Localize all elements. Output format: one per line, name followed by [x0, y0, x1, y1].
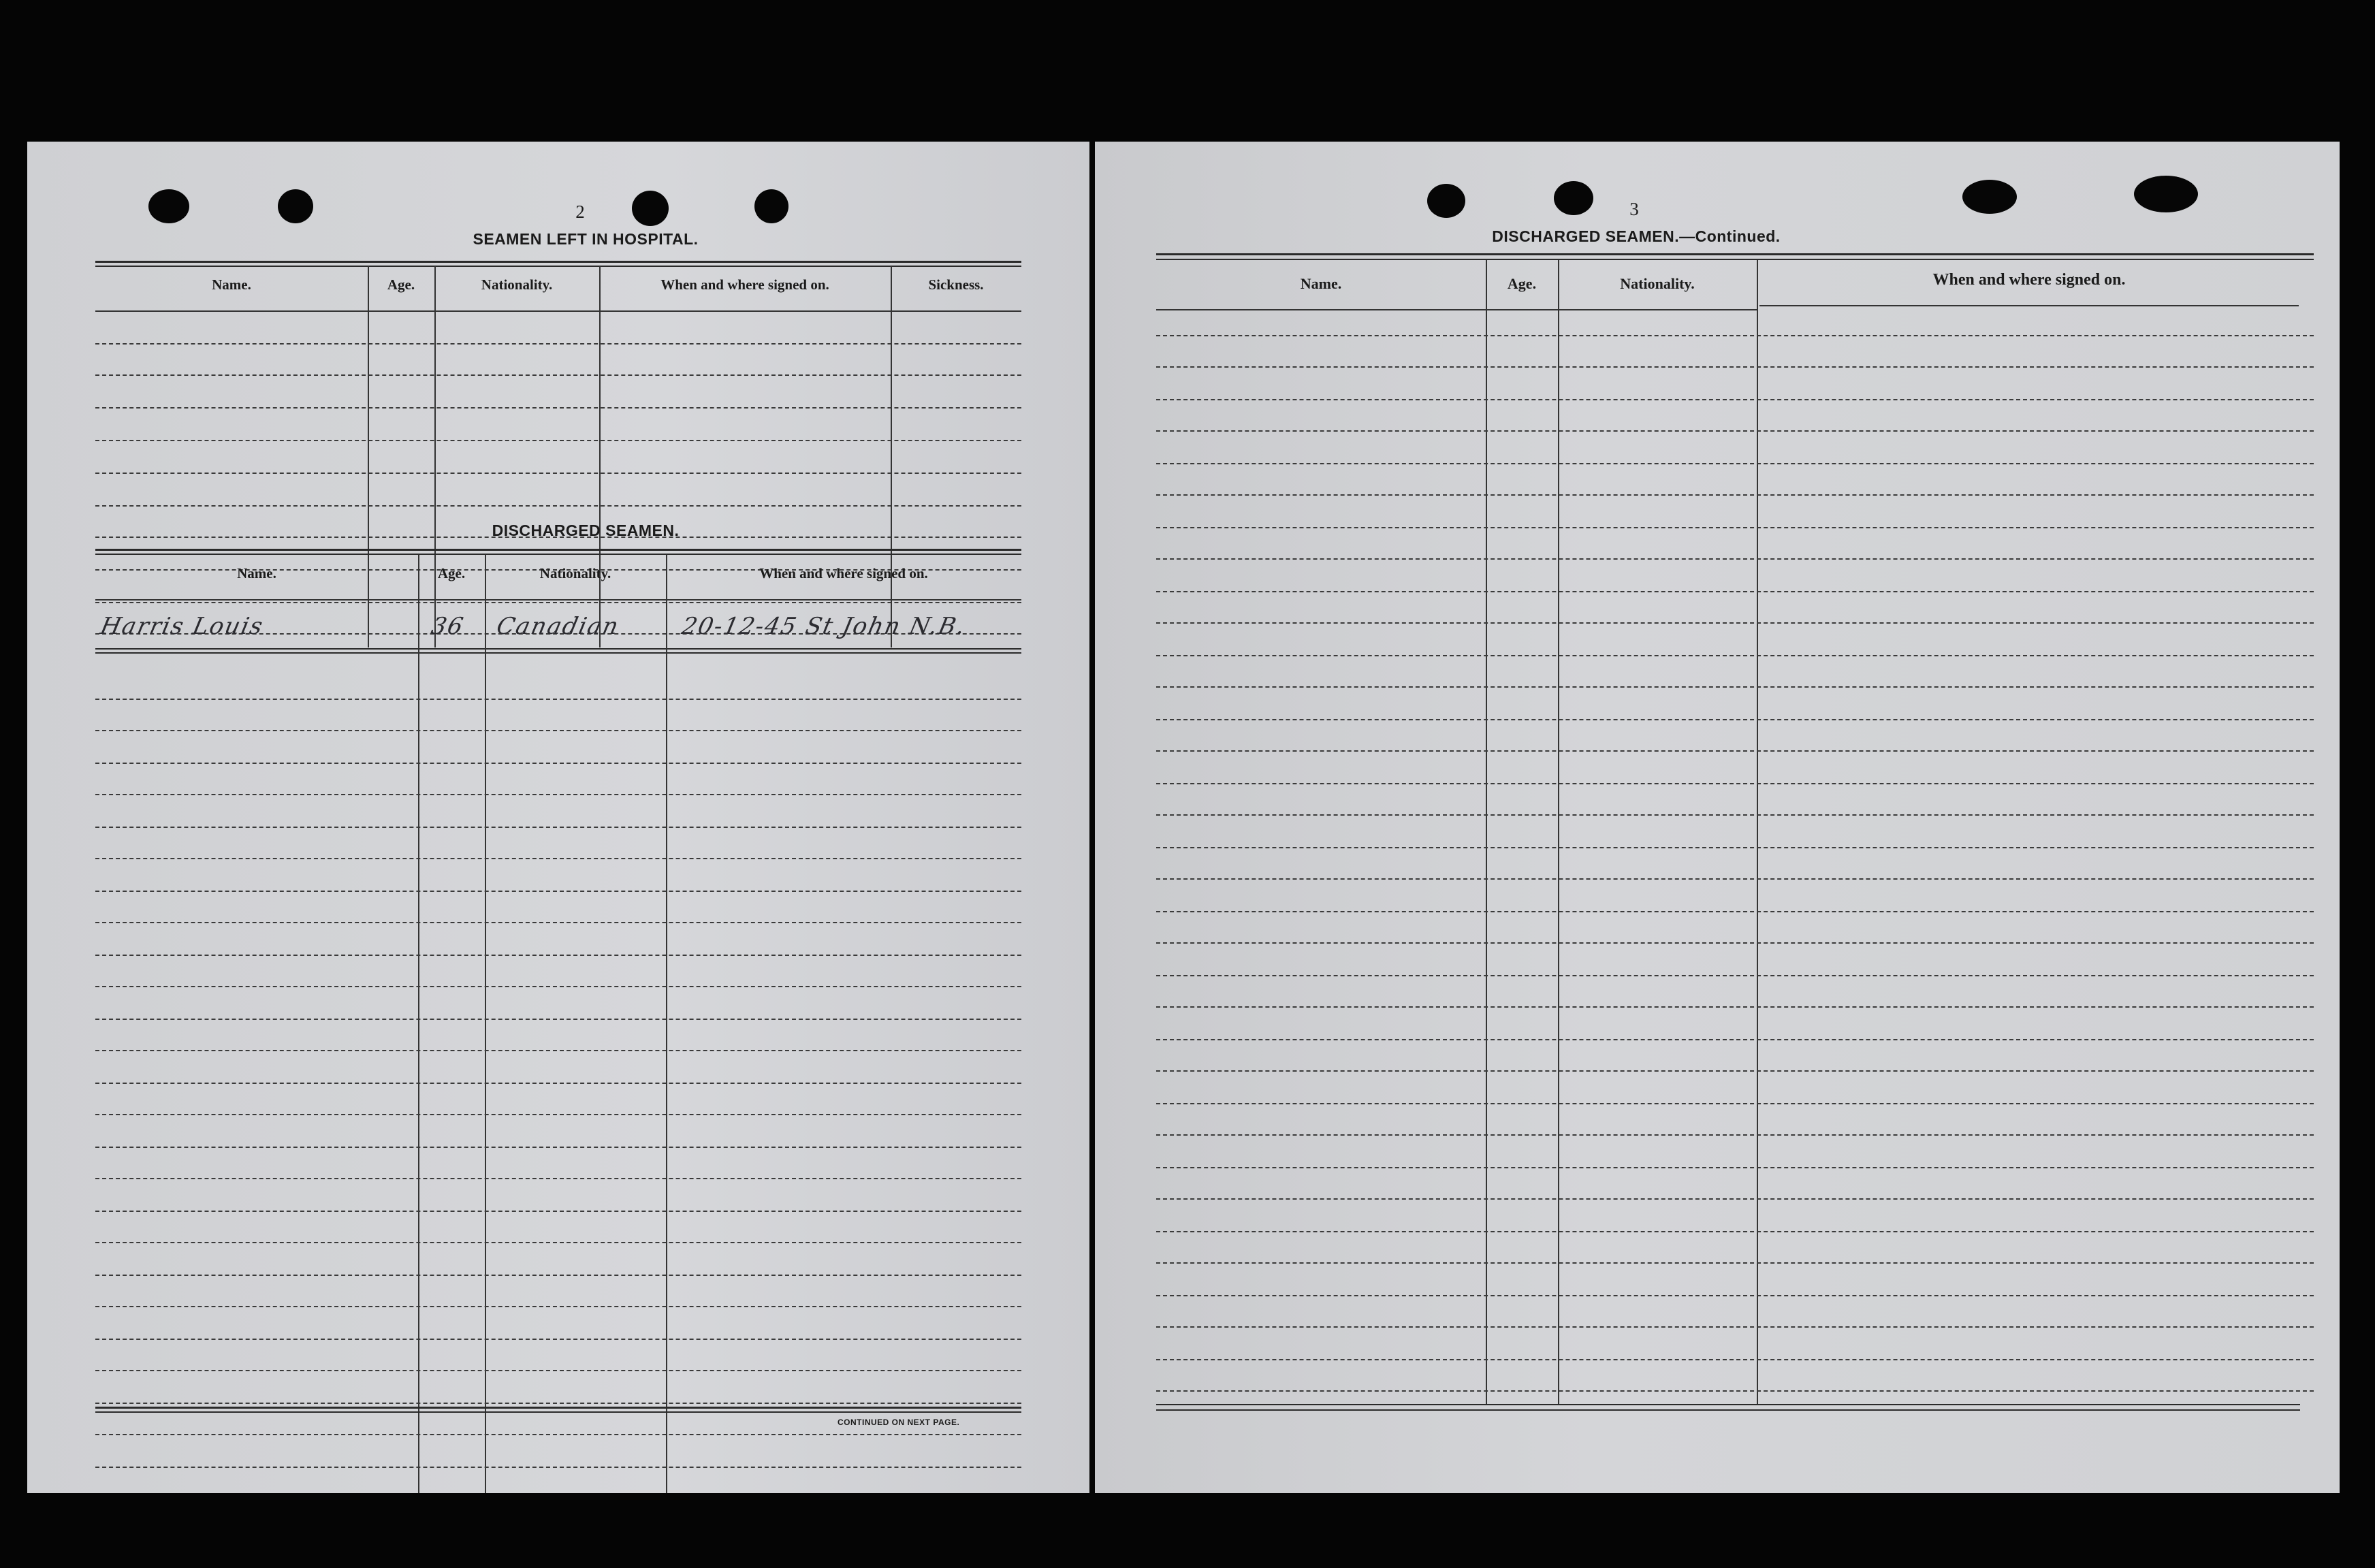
column-header-name: Name. — [237, 565, 276, 581]
ruled-line — [95, 699, 1021, 700]
ruled-line — [95, 1242, 1021, 1243]
ruled-line — [1156, 1103, 2314, 1104]
table-top-rule — [95, 266, 1021, 267]
ruled-line — [1156, 847, 2314, 848]
ruled-line — [95, 922, 1021, 923]
ruled-line — [95, 1403, 1021, 1404]
column-divider — [1486, 260, 1487, 1404]
table-top-rule — [95, 549, 1021, 551]
ruled-line — [1156, 750, 2314, 752]
ruled-line — [95, 473, 1021, 474]
punch-hole — [1554, 181, 1593, 215]
ruled-line — [95, 1434, 1021, 1435]
table-top-rule — [1156, 253, 2314, 255]
right-page — [1095, 142, 2340, 1493]
left-page — [27, 142, 1089, 1493]
table-top-rule — [95, 261, 1021, 263]
column-divider — [599, 266, 601, 647]
ruled-line — [95, 505, 1021, 507]
ruled-line — [95, 1467, 1021, 1468]
header-underline — [95, 599, 1021, 601]
ruled-line — [1156, 719, 2314, 720]
table-bottom-rule — [1156, 1409, 2300, 1411]
page-number: 2 — [575, 202, 585, 222]
entry-name: Harris Louis — [97, 613, 267, 640]
punch-hole — [148, 189, 189, 223]
column-divider — [368, 266, 369, 647]
ruled-line — [95, 1370, 1021, 1371]
ruled-line — [1156, 335, 2314, 336]
column-header-signed-on: When and where signed on. — [660, 276, 829, 293]
column-divider — [891, 266, 892, 647]
table-bottom-rule — [95, 1411, 1021, 1413]
ruled-line — [1156, 463, 2314, 464]
table-top-rule — [1156, 259, 2314, 260]
ruled-line — [95, 891, 1021, 892]
column-header-name: Name. — [1300, 275, 1342, 292]
column-divider — [418, 555, 419, 1493]
ruled-line — [95, 1178, 1021, 1179]
ruled-line — [95, 794, 1021, 795]
ruled-line — [1156, 1167, 2314, 1168]
discharged-section-title: DISCHARGED SEAMEN. — [492, 522, 680, 539]
ruled-line — [1156, 942, 2314, 944]
entry-signed-on: 20-12-45 St John N.B. — [679, 613, 969, 640]
ruled-line — [95, 986, 1021, 987]
section-rule — [95, 652, 1021, 654]
punch-hole — [754, 189, 788, 223]
ruled-line — [1156, 430, 2314, 432]
ruled-line — [1156, 366, 2314, 368]
ruled-line — [95, 1275, 1021, 1276]
table-bottom-rule — [1156, 1404, 2300, 1405]
ruled-line — [1156, 1326, 2314, 1328]
column-header-sickness: Sickness. — [928, 276, 984, 293]
discharged-continued-title: DISCHARGED SEAMEN.—Continued. — [1492, 227, 1781, 245]
ruled-line — [1156, 1070, 2314, 1072]
column-header-age: Age. — [387, 276, 415, 293]
section-rule — [95, 648, 1021, 650]
header-underline — [1759, 305, 2299, 306]
ruled-line — [1156, 399, 2314, 400]
punch-hole — [278, 189, 313, 223]
ruled-line — [1156, 814, 2314, 816]
column-header-signed-on: When and where signed on. — [1932, 271, 2126, 289]
ruled-line — [1156, 878, 2314, 880]
ruled-line — [1156, 1231, 2314, 1232]
ruled-line — [95, 1306, 1021, 1307]
table-bottom-rule — [95, 1407, 1021, 1409]
punch-hole — [632, 191, 669, 226]
ruled-line — [1156, 1134, 2314, 1136]
ruled-line — [1156, 975, 2314, 976]
ruled-line — [1156, 911, 2314, 912]
punch-hole — [1962, 180, 2017, 214]
ruled-line — [95, 858, 1021, 859]
ruled-line — [1156, 1198, 2314, 1200]
ruled-line — [95, 730, 1021, 731]
ruled-line — [95, 374, 1021, 376]
entry-nationality: Canadian — [494, 613, 622, 640]
ruled-line — [95, 1083, 1021, 1084]
column-divider — [666, 555, 667, 1493]
ruled-line — [1156, 1359, 2314, 1360]
table-top-rule — [95, 554, 1021, 555]
ruled-line — [1156, 655, 2314, 656]
ruled-line — [95, 1211, 1021, 1212]
ruled-line — [1156, 558, 2314, 560]
ruled-line — [95, 440, 1021, 441]
ruled-line — [1156, 591, 2314, 592]
ruled-line — [95, 1147, 1021, 1148]
column-header-signed-on: When and where signed on. — [759, 565, 928, 581]
header-underline — [95, 310, 1021, 312]
ruled-line — [1156, 1295, 2314, 1296]
ruled-line — [95, 1019, 1021, 1020]
continued-note: CONTINUED ON NEXT PAGE. — [838, 1418, 960, 1427]
ruled-line — [95, 1114, 1021, 1115]
ruled-line — [95, 1050, 1021, 1051]
ruled-line — [1156, 1390, 2314, 1392]
column-divider — [434, 266, 436, 647]
page-number: 3 — [1629, 199, 1639, 219]
column-divider — [1757, 260, 1758, 1404]
ruled-line — [1156, 1006, 2314, 1008]
column-header-age: Age. — [1507, 275, 1537, 292]
hospital-section-title: SEAMEN LEFT IN HOSPITAL. — [473, 230, 699, 248]
ruled-line — [95, 827, 1021, 828]
column-header-age: Age. — [437, 565, 466, 581]
punch-hole — [2134, 176, 2198, 212]
ruled-line — [95, 955, 1021, 956]
ruled-line — [95, 602, 1021, 603]
ruled-line — [95, 1339, 1021, 1340]
ruled-line — [1156, 1039, 2314, 1040]
ruled-line — [1156, 622, 2314, 624]
ruled-line — [1156, 1262, 2314, 1264]
ruled-line — [95, 407, 1021, 409]
entry-age: 36 — [428, 613, 467, 640]
column-divider — [1558, 260, 1559, 1404]
ruled-line — [95, 343, 1021, 345]
punch-hole — [1427, 184, 1465, 218]
ruled-line — [1156, 783, 2314, 784]
column-header-name: Name. — [212, 276, 251, 293]
column-divider — [485, 555, 486, 1493]
ruled-line — [1156, 686, 2314, 688]
ruled-line — [95, 763, 1021, 764]
header-underline — [1156, 309, 1757, 310]
ruled-line — [1156, 494, 2314, 496]
ruled-line — [1156, 527, 2314, 528]
column-header-nationality: Nationality. — [481, 276, 553, 293]
column-header-nationality: Nationality. — [539, 565, 611, 581]
column-header-nationality: Nationality. — [1620, 275, 1695, 292]
